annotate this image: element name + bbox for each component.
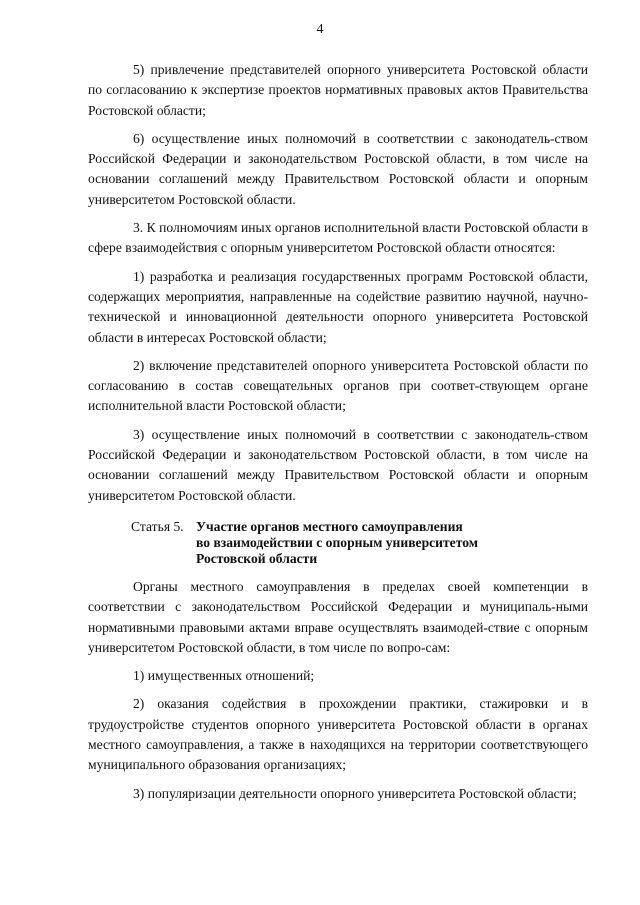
article-heading (88, 519, 588, 567)
page-number: 4 (316, 22, 324, 37)
paragraph-item-5: 5) привлечение представителей опорного университета Ростовской области по согласованию к экспертизе проектов нормативных правовых актов Правительства Ростовской области; (88, 62, 588, 118)
article-title: Участие органов местного самоуправления во взаимодействии с опорным университетом Ростовской области (196, 518, 479, 566)
paragraph-question-2: 2) оказания содействия в прохождении практики, стажировки и в трудоустройстве студентов опорного университета Ростовской области в органах местного самоуправления, а также в находящихся на территории соответствующего муниципального образования организациях; (88, 696, 588, 773)
paragraph-item-6: 6) осуществление иных полномочий в соответствии с законодатель-ством Российской Федерации и законодательством Ростовской области, в том числе на основании соглашений между Правительством Ростовской области и опорным университетом Ростовской области. (88, 130, 588, 207)
paragraph-subitem-1: 1) разработка и реализация государственных программ Ростовской области, содержащих мероприятия, направленные на содействие развитию научной, научно-технической и инновационной деятельности опорного университета Ростовской области в интересах Ростовской области; (88, 268, 588, 345)
article-number: Статья 5. (131, 518, 184, 534)
paragraph-question-1: 1) имущественных отношений; (133, 668, 315, 684)
paragraph-subitem-3: 3) осуществление иных полномочий в соответствии с законодатель-ством Российской Федерации и законодательством Ростовской области, в том числе на основании соглашений между Правительством Ростовской области и опорным университетом Ростовской области. (88, 426, 588, 503)
paragraph-section-3: 3. К полномочиям иных органов исполнительной власти Ростовской области в сфере взаимодействия с опорным университетом Ростовской области относятся: (88, 220, 588, 256)
paragraph-subitem-2: 2) включение представителей опорного университета Ростовской области по согласованию в состав совещательных органов при соответ-ствующем органе исполнительной власти Ростовской области; (88, 357, 588, 414)
paragraph-question-3: 3) популяризации деятельности опорного университета Ростовской области; (133, 785, 577, 801)
document-body (88, 60, 588, 812)
paragraph-article-intro: Органы местного самоуправления в пределах своей компетенции в соответствии с законодательством Российской Федерации и муниципаль-ными нормативными правовыми актами вправе осуществлять взаимодей-ствие с опорным университетом Ростовской области, в том числе по вопро-сам: (88, 578, 588, 655)
